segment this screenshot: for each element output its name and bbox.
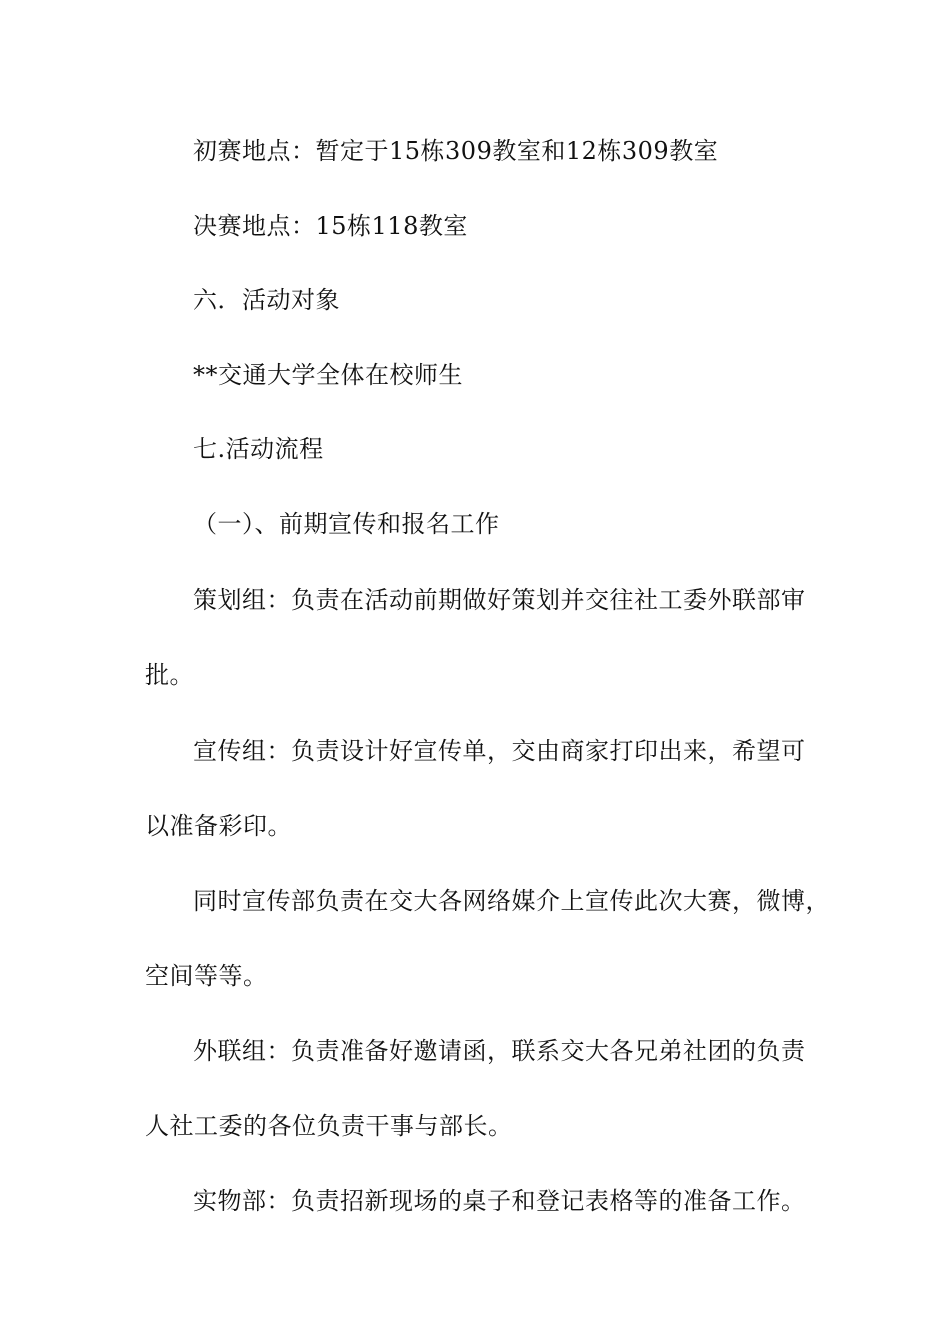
paragraph-planning-group-continued: 批。: [145, 661, 194, 689]
paragraph-preliminary-venue: 初赛地点：暂定于15栋309教室和12栋309教室: [193, 137, 719, 165]
paragraph-liaison-group: 外联组：负责准备好邀请函，联系交大各兄弟社团的负责: [193, 1037, 806, 1065]
section-heading-participants: 六．活动对象: [193, 286, 340, 314]
paragraph-planning-group: 策划组：负责在活动前期做好策划并交往社工委外联部审: [193, 586, 806, 614]
paragraph-materials-department: 实物部：负责招新现场的桌子和登记表格等的准备工作。: [193, 1187, 806, 1215]
paragraph-online-promotion-continued: 空间等等。: [145, 962, 268, 990]
paragraph-promotion-group: 宣传组：负责设计好宣传单，交由商家打印出来，希望可: [193, 737, 806, 765]
subheading-promotion-registration: （一）、前期宣传和报名工作: [193, 510, 500, 538]
paragraph-online-promotion: 同时宣传部负责在交大各网络媒介上宣传此次大赛，微博，: [193, 887, 830, 915]
paragraph-promotion-group-continued: 以准备彩印。: [145, 812, 292, 840]
paragraph-liaison-group-continued: 人社工委的各位负责干事与部长。: [145, 1112, 513, 1140]
paragraph-participants: **交通大学全体在校师生: [193, 361, 463, 389]
paragraph-final-venue: 决赛地点：15栋118教室: [193, 212, 468, 240]
section-heading-process: 七.活动流程: [193, 435, 324, 463]
